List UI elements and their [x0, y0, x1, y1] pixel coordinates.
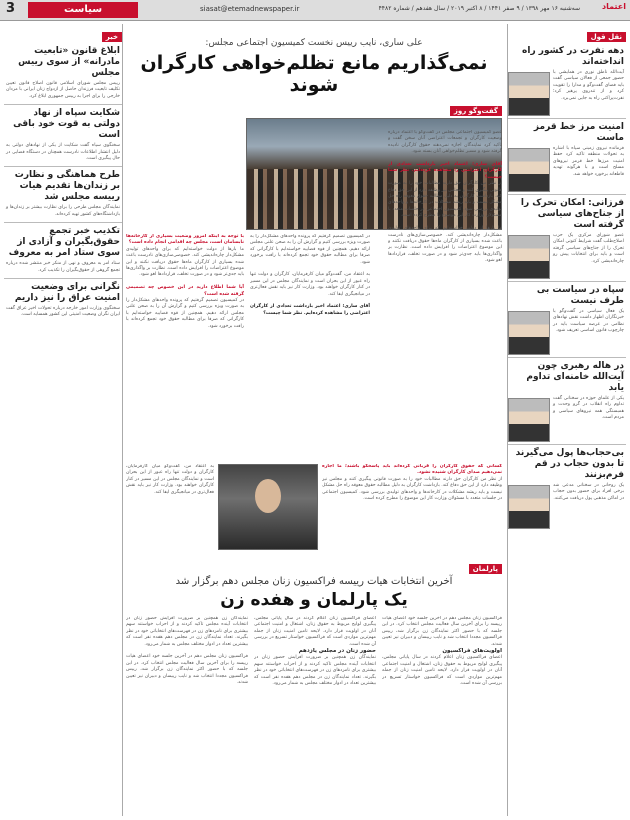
divider: [508, 194, 626, 195]
quote-title: در هاله رهبری چون آیت‌الله خامنه‌ای تداوم یابد: [526, 361, 624, 393]
quote-text: فرمانده نیروی زمینی سپاه با اشاره به تحولات منطقه تاکید کرد حفظ امنیت مرزها خط قرمز نیروهای مسلح است و با هرگونه تهدید قاطعانه برخورد خواهد شد.: [553, 146, 624, 177]
second-subhead-2: حضور زنان در مجلس یازدهم: [298, 648, 376, 655]
question-1-bold: آقای ساری؛ اعتماد اخیر بازداشت تعدادی از کارگران اعتراضی را مشاهده کرده‌ایم. نظر شما چیست؟: [250, 304, 370, 316]
quote-text: عضو شورای مرکزی یک حزب اصلاح‌طلب گفت شرایط کنونی امکان تحرک را از جناح‌های سیاسی گرفته است و باید برای انتخابات پیش رو چاره‌اندیشی کرد.: [553, 233, 624, 264]
second-body-c: نمایندگان زن همچنین بر ضرورت افزایش حضور زنان در انتخابات آینده مجلس تاکید کردند و از احزاب خواستند سهم بیشتری برای نامزدهای زن در فهرست‌های انتخاباتی خود در نظر بگیرند. تعداد نمایندگان زن در مجلس دهم هفده نفر است که بیشترین تعداد در ادوار مختلف مجلس به شمار می‌رود.: [254, 655, 376, 687]
second-subhead-1: اولویت‌های فراکسیون: [442, 648, 502, 655]
news-text: نمایندگان مجلس طرحی را برای نظارت بیشتر بر زندان‌ها و بازداشتگاه‌های کشور تهیه کرده‌اند.: [6, 205, 120, 217]
quote-title: فرزانی: امکان تحرک را از جناح‌های سیاسی گرفته است: [520, 198, 624, 230]
news-column: [4, 24, 123, 816]
body-a: از نظر من کارگران حق دارند مطالبات خود را به صورت قانونی پیگیری کنند و مجلس نیز وظیفه دارد از این حق دفاع کند. بازداشت کارگران به دلیل مطالبه حقوق معوقه راه حل مشکل نیست و باید ریشه مشکلات در کارخانه‌ها و واحدهای تولیدی بررسی شود. کمیسیون اجتماعی در جلسات متعدد با مسئولان وزارت کار این موضوع را مطرح کرده است.: [388, 181, 502, 219]
body-d: به اعتقاد من، گفت‌وگو میان کارفرمایان، کارگران و دولت تنها راه عبور از این بحران است و نمایندگان مجلس در این مسیر در کنار کارگران خواهند بود. وزارت کار نیز باید نقش فعال‌تری در میانجیگری ایفا کند.: [250, 272, 370, 297]
story-kicker: علی ساری، نایب رییس نخست کمیسیون اجتماعی مجلس:: [205, 38, 423, 48]
quote-item: [508, 285, 626, 335]
second-body-b-cont: اعضای فراکسیون زنان اعلام کردند در سال پایانی مجلس، پیگیری لوایح مربوط به حقوق زنان، اشتغال و امنیت اجتماعی آنان در اولویت قرار دارد. لایحه تامین امنیت زنان از جمله مهم‌ترین مواردی است که فراکسیون خواستار تسریع در بررسی آن شده است.: [254, 616, 376, 647]
second-story-col-left: [126, 616, 248, 814]
body-a-cont: از نظر من کارگران حق دارند مطالبات خود را به صورت قانونی پیگیری کنند و مجلس نیز وظیفه دارد از این حق دفاع کند. بازداشت کارگران به دلیل مطالبه حقوق معوقه راه حل مشکل نیست و باید ریشه مشکلات در کارخانه‌ها و واحدهای تولیدی بررسی شود. کمیسیون اجتماعی در جلسات متعدد با مسئولان وزارت کار این موضوع را مطرح کرده است.: [322, 476, 502, 502]
main-content: [126, 24, 502, 816]
portrait-photo: [508, 72, 550, 116]
body-c-cont: در کمیسیون تصمیم گرفتیم که پرونده واحدهای مشکل‌دار را به صورت ویژه بررسی کنیم و گزارش آن را به صحن علنی مجلس ارائه دهیم. همچنین از قوه قضاییه خواسته‌ایم با کارگرانی که صرفا برای مطالبه حقوق خود تجمع کرده‌اند با رافت برخورد شود.: [250, 234, 370, 265]
news-text: سخنگوی وزارت امور خارجه درباره تحولات اخیر عراق گفت ایران نگران وضعیت امنیتی این کشور همسایه است.: [6, 306, 120, 318]
second-story-headline: یک پارلمان و هفده زن: [220, 590, 408, 610]
question-1: آقای ساری؛ اعتماد اخیر بازداشت تعدادی از کارگران اعتراضی را مشاهده کرده‌ایم. نظر شما چیست؟: [388, 162, 502, 180]
news-title: شکایت سپاه از نهاد دولتی به قوت خود باقی است: [13, 108, 120, 141]
quote-item: [508, 448, 626, 502]
divider: [508, 118, 626, 119]
divider: [508, 357, 626, 358]
quote-title: دهه نفرت در کشور راه انداخته‌اند: [522, 46, 624, 67]
news-title: طرح هماهنگی و نظارت بر زندان‌ها تقدیم هیات رییسه مجلس شد: [14, 170, 120, 203]
second-body-b: اعضای فراکسیون زنان اعلام کردند در سال پایانی مجلس، پیگیری لوایح مربوط به حقوق زنان، اشتغال و امنیت اجتماعی آنان در اولویت قرار دارد. لایحه تامین امنیت زنان از جمله مهم‌ترین مواردی است که فراکسیون خواستار تسریع در بررسی آن شده است.: [382, 655, 502, 687]
second-story-col-mid: [254, 616, 376, 814]
news-title: تکذیب خبر تجمع حقوق‌بگیران و آزادی از سوی ستاد امر به معروف: [8, 226, 120, 259]
divider: [4, 278, 122, 279]
question-2: با توجه به اینکه امروز وضعیت بسیاری از کارخانه‌ها نابسامان است، مجلس چه اقدامی انجام داده است؟: [126, 234, 244, 246]
pull-quote: کسانی که حقوق کارگران را قربانی کرده‌اند باید پاسخگو باشند؛ ما اجازه نمی‌دهیم صدای کارگران شنیده نشود.: [322, 464, 502, 476]
portrait-photo: [508, 398, 550, 442]
face-shape: [255, 479, 281, 513]
portrait-photo: [508, 148, 550, 192]
portrait-photo: [508, 235, 550, 279]
second-story-tag: پارلمان: [469, 564, 502, 574]
quote-text: یک روحانی در سخنانی مدعی شد برخی افراد برای حضور بدون حجاب در اماکن مذهبی پول دریافت می‌کنند.: [553, 483, 624, 501]
quote-text: آیت‌الله ناطق نوری در همایشی با حضور جمعی از فعالان سیاسی گفت باید فضای گفت‌وگو و مدارا را تقویت کرد و از تندروی پرهیز کرد؛ نفرت‌پراکنی راه به جایی نمی‌برد.: [553, 70, 624, 101]
section-label: سیاست: [28, 2, 138, 18]
second-story-col-right: [382, 616, 502, 814]
quote-item: [508, 46, 626, 102]
page-header: [0, 0, 630, 21]
body-d-cont: به اعتقاد من، گفت‌وگو میان کارفرمایان، کارگران و دولت تنها راه عبور از این بحران است و نمایندگان مجلس در این مسیر در کنار کارگران خواهند بود. وزارت کار نیز باید نقش فعال‌تری در میانجیگری ایفا کند.: [126, 464, 214, 495]
question-3: آیا شما اطلاع دارید در این خصوص چه تصمیمی گرفته شده است؟: [126, 285, 244, 297]
story-column-bottom-left: [126, 464, 214, 560]
body-b: ما بارها از دولت خواسته‌ایم که برای واحدهای تولیدی مشکل‌دار چاره‌اندیشی کند. خصوصی‌سازی‌های نادرست باعث شده بسیاری از کارگران ماه‌ها حقوق دریافت نکنند و این موضوع اعتراضات را افزایش داده است. نظارت بر واگذاری‌ها باید جدی‌تر شود و در صورت تخلف، قراردادها لغو شود.: [126, 246, 244, 278]
portrait-photo: [508, 485, 550, 529]
news-title: نگرانی برای وضعیت امنیت عراق را نیز داریم: [14, 282, 120, 304]
second-story-kicker: آخرین انتخابات هیات رییسه فراکسیون زنان مجلس دهم برگزار شد: [175, 576, 453, 587]
news-text: ستاد امر به معروف و نهی از منکر خبر منتشر شده درباره تجمع گروهی از حقوق‌بگیران را تکذیب کرد.: [6, 261, 120, 273]
quote-title: بی‌حجاب‌ها پول می‌گیرند تا بدون حجاب در قم فرم‌بزنند: [515, 448, 624, 480]
divider: [4, 166, 122, 167]
website-email[interactable]: siasat@etemadnewspaper.ir: [200, 5, 300, 13]
body-c: در کمیسیون تصمیم گرفتیم که پرونده واحدهای مشکل‌دار را به صورت ویژه بررسی کنیم و گزارش آن را به صحن علنی مجلس ارائه دهیم. همچنین از قوه قضاییه خواسته‌ایم با کارگرانی که صرفا برای مطالبه حقوق خود تجمع کرده‌اند با رافت برخورد شود.: [126, 298, 244, 329]
divider: [4, 222, 122, 223]
second-body-a-cont: فراکسیون زنان مجلس دهم در آخرین جلسه خود اعضای هیات رییسه را برای آخرین سال فعالیت مجلس انتخاب کرد. در این جلسه که با حضور اکثر نمایندگان زن برگزار شد، رییس فراکسیون مجددا انتخاب شد و نایب رییسان و دبیران نیز تعیین شدند.: [126, 654, 248, 686]
quote-item: [508, 361, 626, 422]
quote-text: یکی از علمای حوزه در سخنانی گفت تداوم راه انقلاب در گرو وحدت و همبستگی همه نیروهای سیاسی و مردم است.: [553, 396, 624, 421]
page-number: 3: [6, 1, 16, 16]
pull-quote-block: [322, 464, 502, 560]
quotes-column-tag: نقل قول: [587, 32, 626, 42]
story-column-left: [126, 234, 244, 462]
second-body-a: فراکسیون زنان مجلس دهم در آخرین جلسه خود اعضای هیات رییسه را برای آخرین سال فعالیت مجلس انتخاب کرد. در این جلسه که با حضور اکثر نمایندگان زن برگزار شد، رییس فراکسیون مجددا انتخاب شد و نایب رییسان و دبیران نیز تعیین شدند.: [382, 616, 502, 647]
divider: [508, 281, 626, 282]
quote-title: سپاه در سیاست بی طرف نیست: [536, 285, 624, 306]
divider: [508, 444, 626, 445]
story-column-mid: [250, 234, 370, 462]
quote-item: [508, 122, 626, 178]
portrait-photo-ali-sari: [218, 464, 318, 550]
news-column-tag: خبر: [102, 32, 122, 42]
story-headline: نمی‌گذاریم مانع تظلم‌خواهی کارگران شوند: [140, 52, 488, 96]
newspaper-logo: اعتماد: [602, 2, 626, 11]
quotes-column: [507, 24, 626, 816]
quote-title: امنیت مرز خط قرمز ماست: [533, 122, 624, 143]
portrait-photo: [508, 311, 550, 355]
quote-text: یک فعال سیاسی در گفت‌وگو با خبرنگاران اظهار داشت نقش نهادهای نظامی در عرصه سیاست باید در چارچوب قانون اساسی تعریف شود.: [553, 309, 624, 334]
story-tag: گفت‌وگو روز: [450, 106, 502, 116]
news-title: ابلاغ قانون «تابعیت مادرانه» از سوی رییس مجلس: [18, 46, 120, 78]
news-text: رییس مجلس شورای اسلامی قانون اصلاح قانون تعیین تکلیف تابعیت فرزندان حاصل از ازدواج زنان ایرانی با مردان خارجی را برای اجرا به رییس جمهوری ابلاغ کرد.: [6, 81, 120, 99]
second-body-c-cont: نمایندگان زن همچنین بر ضرورت افزایش حضور زنان در انتخابات آینده مجلس تاکید کردند و از احزاب خواستند سهم بیشتری برای نامزدهای زن در فهرست‌های انتخاباتی خود در نظر بگیرند. تعداد نمایندگان زن در مجلس دهم هفده نفر است که بیشترین تعداد در ادوار مختلف مجلس به شمار می‌رود.: [126, 616, 248, 647]
body-b-cont: ما بارها از دولت خواسته‌ایم که برای واحدهای تولیدی مشکل‌دار چاره‌اندیشی کند. خصوصی‌سازی‌های نادرست باعث شده بسیاری از کارگران ماه‌ها حقوق دریافت نکنند و این موضوع اعتراضات را افزایش داده است. نظارت بر واگذاری‌ها باید جدی‌تر شود و در صورت تخلف، قراردادها لغو شود.: [388, 226, 502, 264]
story-intro: عضو کمیسیون اجتماعی مجلس در گفت‌وگو با اعتماد درباره وضعیت کارگران و تجمعات اعتراضی آنان سخن گفت و تاکید کرد نمایندگان اجازه نمی‌دهند حقوق کارگران نادیده گرفته شود و مسیر تظلم‌خواهی آنان بسته شود.: [388, 130, 502, 155]
dateline: سه‌شنبه ۱۶ مهر ۱۳۹۸ / ۹ صفر ۱۴۴۱ / ۸ اکتبر ۲۰۱۹ / سال هفدهم / شماره ۴۴۸۲: [378, 5, 580, 12]
story-intro-block: [388, 130, 502, 460]
news-text: سخنگوی سپاه گفت شکایت از یکی از نهادهای دولتی به دلیل انتشار اطلاعات نادرست همچنان در دستگاه قضایی در حال پیگیری است.: [6, 143, 120, 162]
quote-item: [508, 198, 626, 265]
divider: [4, 104, 122, 105]
